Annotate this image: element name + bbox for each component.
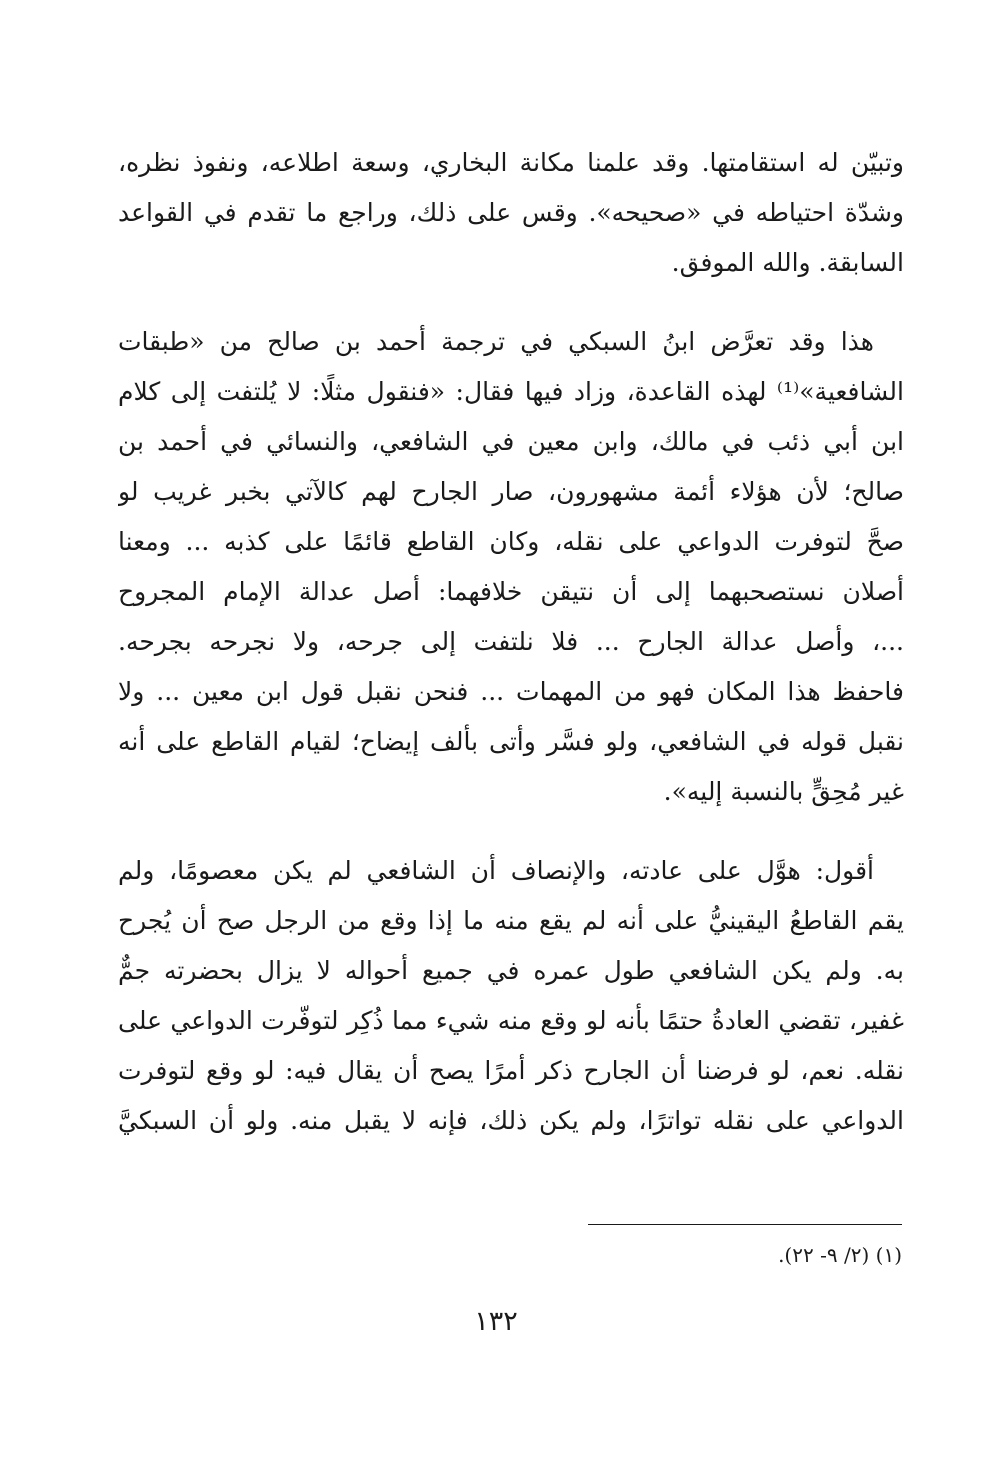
text-line: ...، وأصل عدالة الجارح ... فلا نلتفت إلى جرحه، ولا نجرحه بجرحه. <box>118 627 904 656</box>
paragraph <box>118 138 904 288</box>
text-line: به. ولم يكن الشافعي طول عمره في جميع أحواله لا يزال بحضرته جمٌّ <box>118 956 904 985</box>
text-line: يقم القاطعُ اليقينيُّ على أنه لم يقع منه ما إذا وقع من الرجل صح أن يُجرح <box>118 906 904 935</box>
page-number: ١٣٢ <box>474 1306 518 1337</box>
text-line: غير مُحِقٍّ بالنسبة إليه». <box>663 777 904 806</box>
text-line: نقبل قوله في الشافعي، ولو فسَّر وأتى بألف إيضاح؛ لقيام القاطع على أنه <box>118 727 904 756</box>
footnote-divider <box>588 1224 902 1225</box>
text-line: نقله. نعم، لو فرضنا أن الجارح ذكر أمرًا يصح أن يقال فيه: لو وقع لتوفرت <box>118 1056 904 1085</box>
text-line: هذا وقد تعرَّض ابنُ السبكي في ترجمة أحمد بن صالح من «طبقات <box>118 327 874 356</box>
text-line: السابقة. والله الموفق. <box>671 248 904 277</box>
text-line: الدواعي على نقله تواترًا، ولم يكن ذلك، فإنه لا يقبل منه. ولو أن السبكيَّ <box>118 1106 904 1135</box>
text-line: فاحفظ هذا المكان فهو من المهمات ... فنحن نقبل قول ابن معين ... ولا <box>118 677 904 706</box>
text-line: وشدّة احتياطه في «صحيحه». وقس على ذلك، وراجع ما تقدم في القواعد <box>118 198 904 227</box>
paragraph-gap <box>118 288 904 317</box>
text-line: ابن أبي ذئب في مالك، وابن معين في الشافعي، والنسائي في أحمد بن <box>118 427 904 456</box>
text-line: أصلان نستصحبهما إلى أن نتيقن خلافهما: أصل عدالة الإمام المجروح <box>118 577 904 606</box>
text-line: وتبيّن له استقامتها. وقد علمنا مكانة البخاري، وسعة اطلاعه، ونفوذ نظره، <box>118 148 904 177</box>
text-line: الشافعية»⁽¹⁾ لهذه القاعدة، وزاد فيها فقال: «فنقول مثلًا: لا يُلتفت إلى كلام <box>118 377 904 406</box>
text-line: صحَّ لتوفرت الدواعي على نقله، وكان القاطع قائمًا على كذبه ... ومعنا <box>118 527 904 556</box>
footnote: (١) (٢/ ٩- ٢٢). <box>778 1243 902 1267</box>
text-line: أقول: هوَّل على عادته، والإنصاف أن الشافعي لم يكن معصومًا، ولم <box>118 856 874 885</box>
text-line: صالح؛ لأن هؤلاء أئمة مشهورون، صار الجارح لهم كالآتي بخبر غريب لو <box>118 477 904 506</box>
paragraph-gap <box>118 817 904 846</box>
paragraph <box>118 846 904 1146</box>
text-line: غفير، تقضي العادةُ حتمًا بأنه لو وقع منه شيء مما ذُكِر لتوفّرت الدواعي على <box>118 1006 904 1035</box>
main-text <box>118 138 904 1146</box>
paragraph <box>118 317 904 817</box>
